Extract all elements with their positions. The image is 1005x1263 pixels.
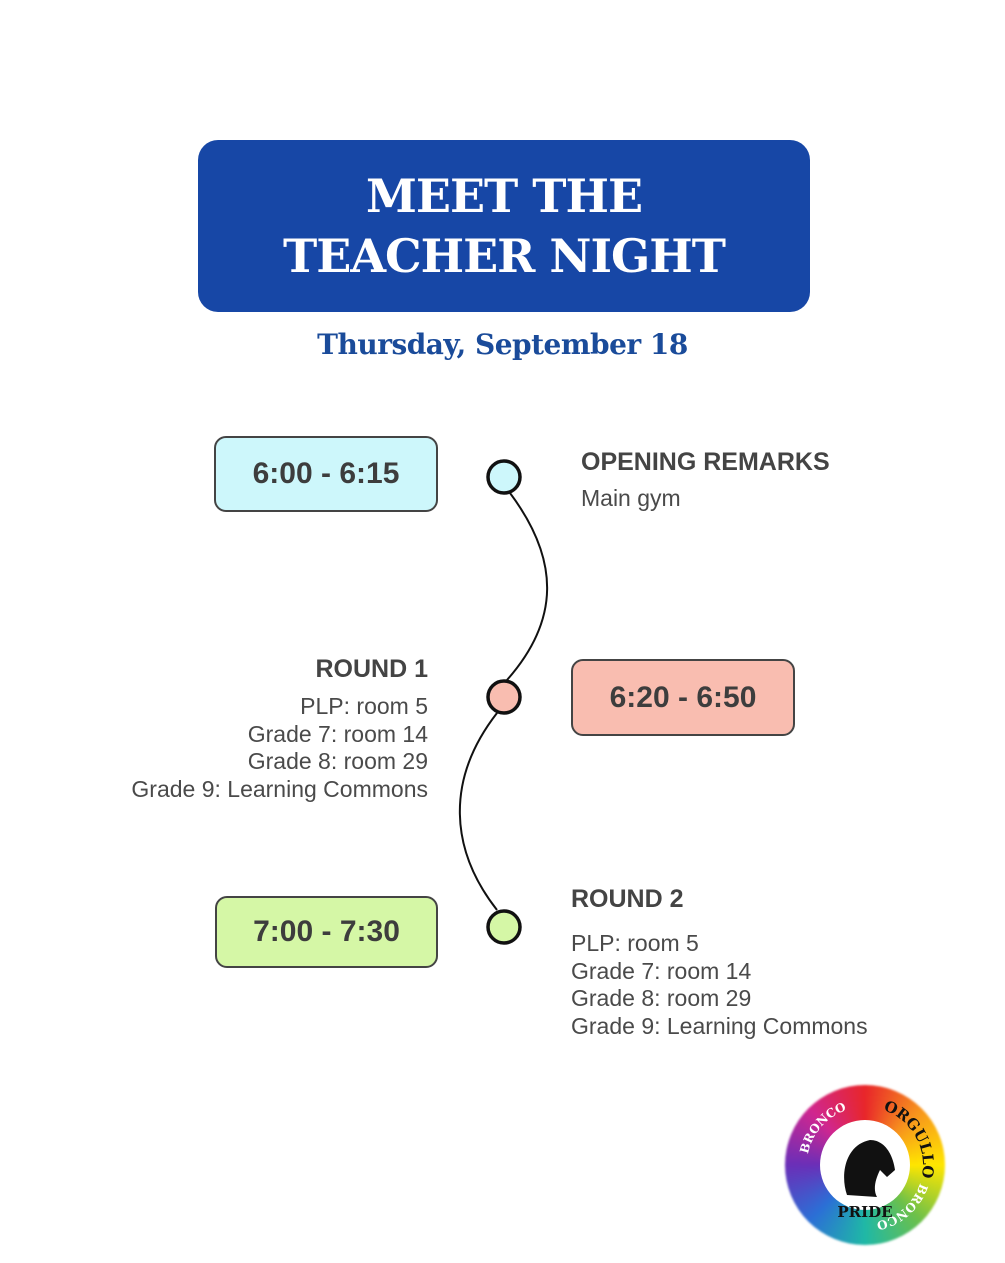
event-detail: Grade 9: Learning Commons (571, 1012, 868, 1039)
event-detail: Main gym (581, 485, 681, 511)
svg-text:PRIDE: PRIDE (837, 1203, 893, 1221)
horse-head-icon (844, 1140, 895, 1197)
time-label: 6:20 - 6:50 (609, 680, 757, 714)
event-detail: PLP: room 5 (571, 930, 699, 956)
event-opening (581, 448, 830, 513)
timeline-node (488, 461, 520, 493)
event-heading: OPENING REMARKS (581, 448, 830, 476)
timeline-node (488, 681, 520, 713)
svg-text:BRONCO: BRONCO (797, 1099, 848, 1155)
event-detail: Grade 9: Learning Commons (131, 775, 428, 802)
timeline-connector (460, 713, 497, 910)
svg-text:BRONCO: BRONCO (875, 1181, 931, 1233)
event-detail: Grade 8: room 29 (247, 748, 428, 774)
page-title: MEET THE TEACHER NIGHT (283, 169, 725, 283)
event-date: Thursday, September 18 (317, 328, 688, 361)
event-heading: ROUND 2 (571, 885, 684, 913)
time-label: 6:00 - 6:15 (252, 457, 400, 490)
time-badge-round-1 (571, 659, 795, 736)
timeline-node (488, 911, 520, 943)
event-detail: Grade 8: room 29 (571, 985, 752, 1011)
svg-text:ORGULLO: ORGULLO (881, 1096, 938, 1180)
logo-text (785, 1085, 945, 1245)
event-detail: Grade 7: room 14 (247, 720, 428, 747)
event-round-1 (131, 655, 428, 803)
event-heading: ROUND 1 (315, 655, 428, 683)
timeline-connector (507, 493, 547, 680)
time-badge-round-2 (215, 896, 438, 968)
bronco-pride-logo (785, 1085, 945, 1245)
event-detail: Grade 7: room 14 (571, 957, 752, 984)
event-detail: PLP: room 5 (300, 693, 428, 719)
time-badge-opening (214, 436, 438, 512)
time-label: 7:00 - 7:30 (253, 915, 400, 948)
event-round-2 (571, 885, 868, 1040)
